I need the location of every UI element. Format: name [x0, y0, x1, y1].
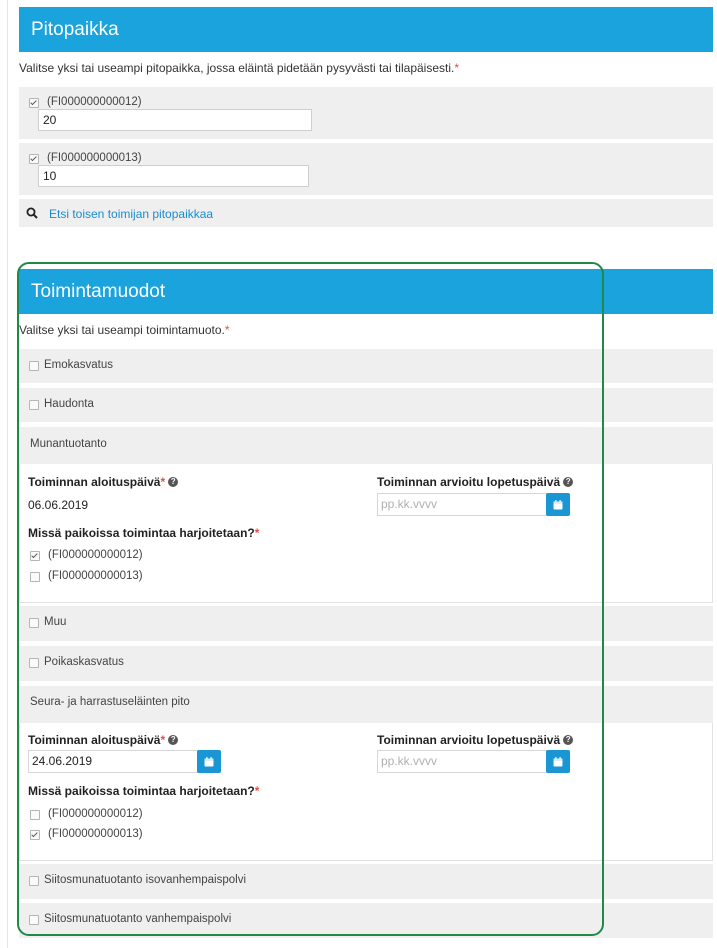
activity-checkbox[interactable]	[29, 361, 39, 371]
activity-row-munantuotanto[interactable]	[19, 427, 713, 464]
pitopaikka-id-1: (FI000000000012)	[47, 96, 142, 108]
activity-row-emokasvatus[interactable]	[19, 349, 713, 383]
calendar-button[interactable]	[197, 750, 221, 773]
pitopaikka-item	[19, 143, 713, 195]
calendar-icon	[553, 757, 563, 767]
calendar-icon	[204, 757, 214, 767]
search-icon	[26, 207, 38, 222]
place-id-2: (FI000000000013)	[48, 828, 143, 840]
question-circle-icon[interactable]: ?	[168, 735, 178, 745]
activity-label: Muu	[44, 616, 67, 628]
activity-label: Emokasvatus	[44, 359, 114, 371]
pitopaikka-description: Valitse yksi tai useampi pitopaikka, jossa eläintä pidetään pysyvästi tai tilapäisesti.*	[19, 61, 460, 75]
activity-row-seura[interactable]	[19, 686, 713, 723]
activity-checkbox[interactable]	[29, 400, 39, 410]
activity-label: Munantuotanto	[30, 438, 107, 450]
activity-label: Seura- ja harrastuseläinten pito	[30, 696, 190, 708]
pitopaikka-id-2: (FI000000000013)	[47, 152, 142, 164]
end-date-label: Toiminnan arvioitu lopetuspäivä ?	[377, 733, 573, 747]
start-date-label: Toiminnan aloituspäivä* ?	[28, 475, 178, 489]
activity-label: Poikaskasvatus	[44, 656, 124, 668]
pitopaikka-checkbox-2[interactable]	[29, 154, 39, 164]
pitopaikka-header	[19, 7, 713, 52]
activity-checkbox[interactable]	[29, 658, 39, 668]
activity-checkbox[interactable]	[29, 876, 39, 886]
pitopaikka-count-input-2[interactable]: 10	[38, 165, 309, 187]
pitopaikka-item	[19, 87, 713, 139]
activity-row-siitos-isovanhempaispolvi[interactable]	[19, 864, 713, 899]
required-mark: *	[454, 61, 460, 75]
activity-checkbox[interactable]	[29, 618, 39, 628]
place-id-1: (FI000000000012)	[48, 808, 143, 820]
search-row	[19, 199, 713, 227]
place-checkbox-2[interactable]	[30, 830, 40, 840]
calendar-icon	[553, 500, 563, 510]
activity-checkbox[interactable]	[29, 915, 39, 925]
pitopaikka-checkbox-1[interactable]	[29, 98, 39, 108]
page-left-rule	[7, 0, 8, 948]
start-date-label: Toiminnan aloituspäivä* ?	[28, 733, 178, 747]
calendar-button[interactable]	[546, 750, 570, 773]
seura-details	[19, 723, 713, 861]
pitopaikka-title: Pitopaikka	[31, 19, 119, 40]
activity-row-muu[interactable]	[19, 606, 713, 641]
activity-label: Siitosmunatuotanto isovanhempaispolvi	[44, 874, 247, 886]
required-mark: *	[224, 323, 230, 337]
question-circle-icon[interactable]: ?	[563, 735, 573, 745]
place-checkbox-1[interactable]	[30, 810, 40, 820]
start-date-input[interactable]: 24.06.2019	[28, 750, 198, 773]
toimintamuodot-title: Toimintamuodot	[31, 281, 166, 302]
pitopaikka-count-input-1[interactable]: 20	[38, 109, 312, 131]
place-checkbox-2[interactable]	[30, 572, 40, 582]
activity-row-haudonta[interactable]	[19, 388, 713, 422]
place-checkbox-1[interactable]	[30, 551, 40, 561]
toimintamuodot-description: Valitse yksi tai useampi toimintamuoto.*	[19, 323, 230, 337]
start-date-value: 06.06.2019	[28, 498, 89, 512]
places-label: Missä paikoissa toimintaa harjoitetaan?*	[28, 784, 260, 798]
place-id-1: (FI000000000012)	[48, 549, 143, 561]
places-label: Missä paikoissa toimintaa harjoitetaan?*	[28, 526, 260, 540]
end-date-label: Toiminnan arvioitu lopetuspäivä ?	[377, 475, 573, 489]
place-id-2: (FI000000000013)	[48, 570, 143, 582]
question-circle-icon[interactable]: ?	[168, 477, 178, 487]
end-date-input[interactable]: pp.kk.vvvv	[377, 493, 547, 516]
end-date-input[interactable]: pp.kk.vvvv	[377, 750, 547, 773]
activity-label: Siitosmunatuotanto vanhempaispolvi	[44, 913, 232, 925]
activity-label: Haudonta	[44, 398, 94, 410]
calendar-button[interactable]	[546, 493, 570, 516]
toimintamuodot-header	[19, 269, 713, 314]
munantuotanto-details	[19, 464, 713, 603]
search-other-operator-link[interactable]: Etsi toisen toimijan pitopaikkaa	[49, 207, 214, 221]
activity-row-poikaskasvatus[interactable]	[19, 646, 713, 681]
activity-row-siitos-vanhempaispolvi[interactable]	[19, 903, 713, 938]
question-circle-icon[interactable]: ?	[563, 477, 573, 487]
